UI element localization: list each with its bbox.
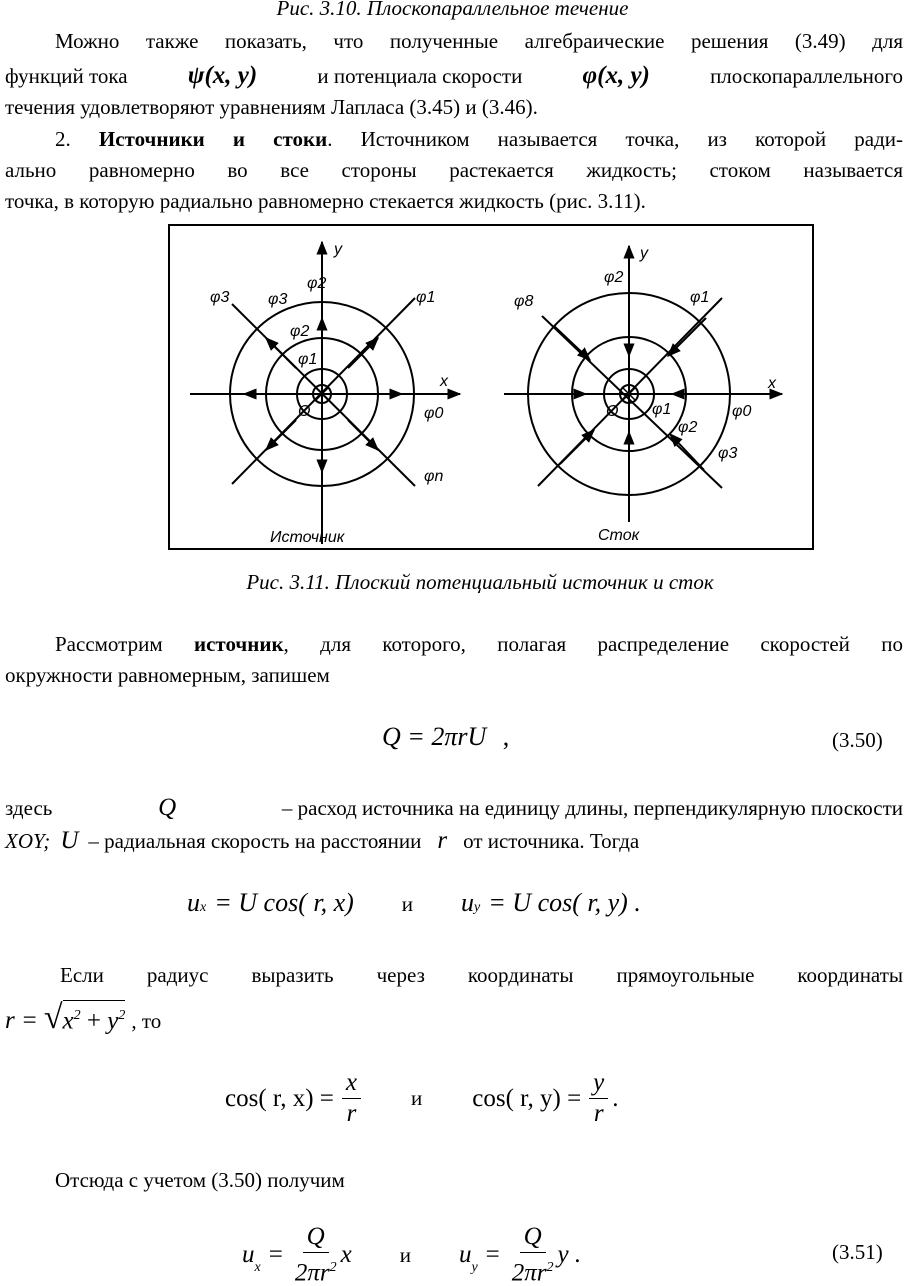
figure-caption: Рис. 3.11. Плоский потенциальный источник и сток <box>246 570 714 594</box>
text-for-which: , для которого, полагая распределение скоростей по <box>283 632 903 656</box>
fraction-y-over-r <box>589 1070 608 1127</box>
source-arrow-up-right <box>348 338 378 368</box>
paragraph-2-line-3: точка, в которую радиально равномерно стекается жидкость (рис. 3.11). <box>5 189 646 213</box>
fraction-x-over-r <box>342 1070 361 1127</box>
fraction-x-numerator: x <box>342 1070 361 1099</box>
paragraph-5-line-1: Если радиус выразить через координаты прямоугольные координаты <box>60 963 903 987</box>
symbol-Q: Q <box>158 794 177 821</box>
sink-arrow-top-right <box>668 318 706 356</box>
source-caption: Источник <box>270 529 345 546</box>
sink-label-phi0: φ0 <box>732 403 752 420</box>
text-from-source: от источника. Тогда <box>463 829 640 853</box>
cos-rx-expression: cos( r, x) = <box>225 1084 334 1112</box>
sink-diagram <box>504 246 782 522</box>
text-radial-velocity: – радиальная скорость на расстоянии <box>88 829 422 853</box>
sink-label-phi2-top: φ2 <box>604 269 624 286</box>
equation-number-3-51: (3.51) <box>832 1240 883 1264</box>
fraction-y-numerator: y <box>589 1070 608 1099</box>
eq350-lhs: Q <box>382 722 401 751</box>
radius-equals: r = <box>5 1007 38 1035</box>
term-source: источник <box>193 632 284 656</box>
eq351-equals-2: = <box>485 1241 500 1269</box>
sink-label-phi1-inner: φ1 <box>652 401 672 418</box>
paragraph-4-line-1 <box>5 794 903 822</box>
paragraph-3-line-2: окружности равномерным, запишем <box>5 663 330 687</box>
sink-label-y: y <box>640 245 648 262</box>
sqrt-sign: √ <box>43 999 63 1037</box>
uy-symbol: u <box>461 888 475 917</box>
text-then: , то <box>131 1009 162 1034</box>
source-arrow-down-right <box>348 420 378 450</box>
source-label-origin: O <box>298 403 311 420</box>
plane-XOY: XOY; <box>5 829 51 853</box>
sqrt-y: y <box>107 1007 119 1035</box>
equation-velocity-components <box>187 888 641 918</box>
text-source-flow: – расход источника на единицу длины, перпендикулярную плоскости <box>281 796 903 820</box>
equation-3-50 <box>382 722 509 752</box>
ux-symbol: u <box>187 888 200 917</box>
sink-caption: Сток <box>598 527 640 544</box>
paragraph-2-line-2: ально равномерно во все стороны растекается жидкость; стоком называется <box>5 158 903 182</box>
source-label-x: x <box>440 373 448 390</box>
paragraph-2-line-1 <box>5 126 903 153</box>
sink-label-phi8: φ8 <box>514 293 534 310</box>
text-consider: Рассмотрим <box>55 632 163 656</box>
sink-label-phi2-inner: φ2 <box>678 419 698 436</box>
figure-source-sink <box>168 224 814 550</box>
sqrt-x-exponent: 2 <box>73 1008 81 1023</box>
text-and-potential: и потенциала скорости <box>317 64 523 88</box>
sink-arrow-bottom-right <box>670 434 704 470</box>
sqrt-y-exponent: 2 <box>118 1008 126 1023</box>
symbol-U: U <box>60 827 79 854</box>
previous-figure-caption: Рис. 3.10. Плоскопараллельное течение <box>276 0 629 20</box>
equation-3-51 <box>242 1224 581 1286</box>
cos-period: . <box>612 1084 619 1112</box>
source-label-phin: φn <box>424 468 444 485</box>
text-plane-parallel: плоскопараллельного <box>710 64 903 88</box>
fraction-y-denominator: r <box>593 1100 604 1127</box>
item-number: 2. <box>55 127 71 151</box>
source-label-phi1-inner: φ1 <box>298 351 318 368</box>
eq351-equals-1: = <box>268 1241 283 1269</box>
eq350-comma: , <box>502 722 510 751</box>
source-label-phi1-right: φ1 <box>416 289 436 306</box>
paragraph-6: Отсюда с учетом (3.50) получим <box>55 1168 345 1192</box>
eq351-ux-subscript: x <box>254 1260 261 1276</box>
source-arrow-down-left <box>266 420 296 450</box>
conjunction-and-2: и <box>411 1086 423 1110</box>
source-label-phi3-inner: φ3 <box>268 291 288 308</box>
paragraph-1-line-2 <box>5 62 903 90</box>
ux-expression: = U cos( r, x) <box>214 888 354 917</box>
sink-label-x: x <box>768 375 776 392</box>
paragraph-1-line-3: течения удовлетворяют уравнениям Лапласа (3.45) и (3.46). <box>5 95 538 119</box>
conjunction-and: и <box>401 892 414 916</box>
cos-ry-expression: cos( r, y) = <box>472 1084 582 1112</box>
sink-label-phi3: φ3 <box>718 445 738 462</box>
conjunction-and-3: и <box>399 1242 411 1267</box>
fraction-Q-over-2pir2-first <box>291 1224 341 1286</box>
fraction-x-denominator: r <box>346 1100 357 1127</box>
uy-expression: = U cos( r, y) . <box>488 888 641 917</box>
fraction-Q-over-2pir2-second <box>508 1224 558 1286</box>
sink-label-origin: O <box>606 403 619 420</box>
equation-number-3-50: (3.50) <box>832 728 883 752</box>
symbol-r: r <box>437 827 448 854</box>
sqrt-x: x <box>62 1007 74 1035</box>
eq351-x: x <box>340 1241 352 1269</box>
text-functions-of-current: функций тока <box>5 64 128 88</box>
fraction-1-numerator: Q <box>303 1224 329 1253</box>
source-label-phi0: φ0 <box>424 405 444 422</box>
sink-label-phi1-top: φ1 <box>690 289 710 306</box>
uy-subscript: y <box>474 900 481 915</box>
eq351-ux: u <box>242 1241 255 1269</box>
fraction-2-denominator <box>508 1253 558 1286</box>
fraction-1-denominator-exponent: 2 <box>329 1260 337 1275</box>
stream-function-symbol: ψ(x, y) <box>187 62 258 89</box>
equation-direction-cosines <box>225 1070 619 1127</box>
source-label-y: y <box>334 241 342 258</box>
fraction-2-denominator-base: 2πr <box>511 1259 547 1286</box>
paragraph-3-line-1 <box>5 631 903 658</box>
sink-arrow-bottom-left <box>560 430 594 464</box>
text-here: здесь <box>5 796 53 820</box>
source-label-phi3-outer: φ3 <box>210 289 230 306</box>
fraction-2-numerator: Q <box>520 1224 546 1253</box>
sink-arrow-top-left <box>554 326 590 360</box>
sqrt-radicand <box>63 1000 126 1034</box>
heading-sources-and-sinks: Источники и стоки <box>98 127 328 151</box>
paragraph-5-line-2 <box>5 1000 161 1035</box>
sink-diagonal-1 <box>542 316 722 488</box>
eq351-uy: u <box>458 1241 472 1269</box>
eq351-y: y . <box>557 1241 582 1269</box>
paragraph-1-line-1: Можно также показать, что полученные алгебраические решения (3.49) для <box>55 29 903 53</box>
figure-svg <box>170 226 812 548</box>
source-label-phi2-top: φ2 <box>307 275 327 292</box>
paragraph-4-line-2 <box>5 827 639 855</box>
potential-function-symbol: φ(x, y) <box>582 62 650 89</box>
eq350-rhs: = 2πrU <box>407 722 487 751</box>
source-arrow-up-left <box>266 338 296 368</box>
ux-subscript: x <box>200 900 207 915</box>
fraction-1-denominator-base: 2πr <box>294 1259 330 1286</box>
eq351-uy-subscript: y <box>471 1260 478 1276</box>
definition-text: . Источником называется точка, из которой ради- <box>327 127 903 151</box>
fraction-1-denominator <box>291 1253 341 1286</box>
source-label-phi2-mid: φ2 <box>290 323 310 340</box>
sqrt-plus: + <box>80 1007 108 1035</box>
fraction-2-denominator-exponent: 2 <box>546 1260 554 1275</box>
